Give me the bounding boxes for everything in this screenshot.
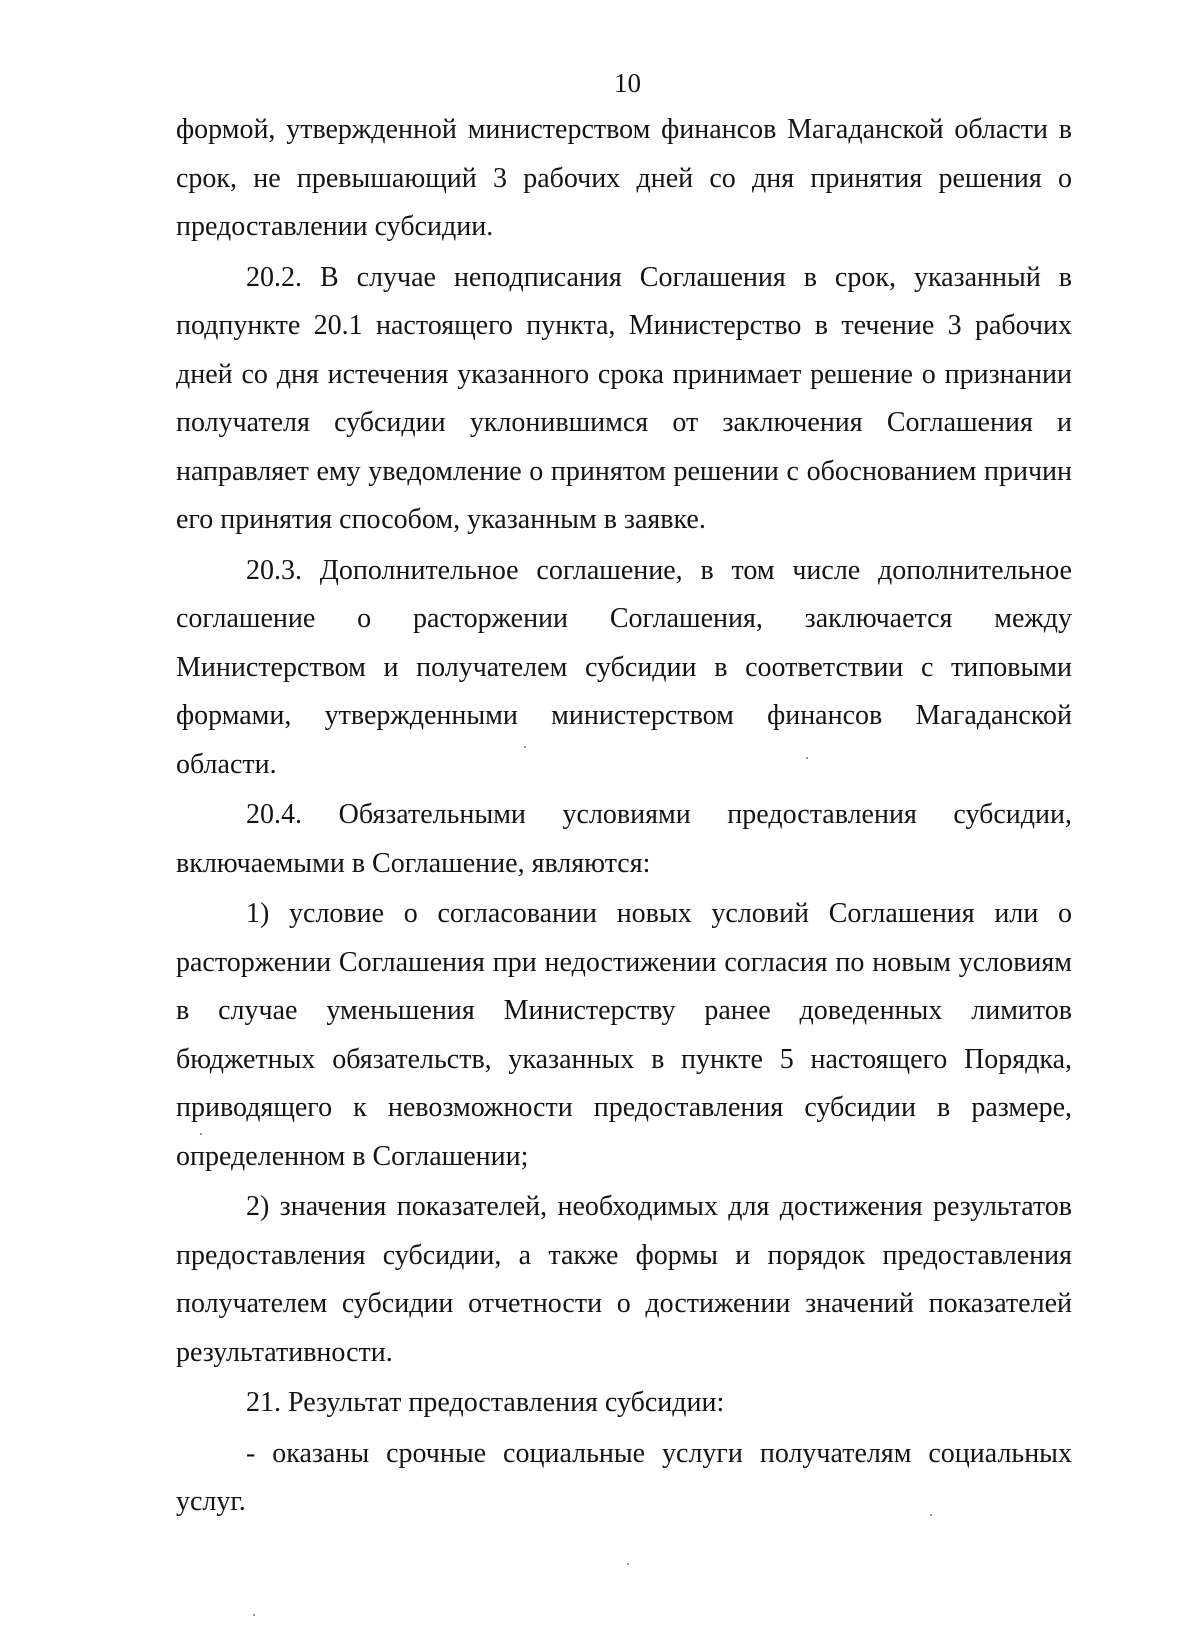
scan-speck xyxy=(627,1563,629,1565)
paragraph-21: 21. Результат предоставления субсидии: xyxy=(246,1387,725,1418)
scan-speck xyxy=(524,746,526,748)
paragraph-item-1: 1) условие о согласовании новых условий Соглашения или о расторжении Соглашения при недостижении согласия по новым условиям в случае уменьшения Министерству ранее доведенных лимитов бюджетных обязательств, указанных в пункте 5 настоящего Порядка, приводящего к невозможности предоставления субсидии в размере, определенном в Соглашении; xyxy=(176,898,1072,1172)
paragraph-continuation: формой, утвержденной министерством финансов Магаданской области в срок, не превышающий 3 рабочих дней со дня принятия решения о предоставлении субсидии. xyxy=(176,114,1072,242)
scan-speck xyxy=(253,1614,255,1616)
paragraph-item-2: 2) значения показателей, необходимых для достижения результатов предоставления субсидии, а также формы и порядок предоставления получателем субсидии отчетности о достижении значений показателей результативности. xyxy=(176,1191,1072,1368)
scan-speck xyxy=(806,757,808,759)
paragraph-20-3: 20.3. Дополнительное соглашение, в том числе дополнительное соглашение о расторжении Соглашения, заключается между Министерством и получателем субсидии в соответствии с типовыми формами, утвержденными министерством финансов Магаданской области. xyxy=(176,554,1072,780)
document-body xyxy=(176,106,1072,1529)
scan-speck xyxy=(930,1514,932,1516)
paragraph-20-4: 20.4. Обязательными условиями предоставления субсидии, включаемыми в Соглашение, являются: xyxy=(176,799,1072,879)
page-number: 10 xyxy=(614,68,641,98)
paragraph-20-2: 20.2. В случае неподписания Соглашения в срок, указанный в подпункте 20.1 настоящего пункта, Министерство в течение 3 рабочих дней со дня истечения указанного срока принимает решение о признании получателя субсидии уклонившимся от заключения Соглашения и направляет ему уведомление о принятом решении с обоснованием причин его принятия способом, указанным в заявке. xyxy=(176,261,1072,535)
paragraph-21-result: - оказаны срочные социальные услуги получателям социальных услуг. xyxy=(176,1437,1072,1517)
scan-speck xyxy=(200,1133,202,1135)
